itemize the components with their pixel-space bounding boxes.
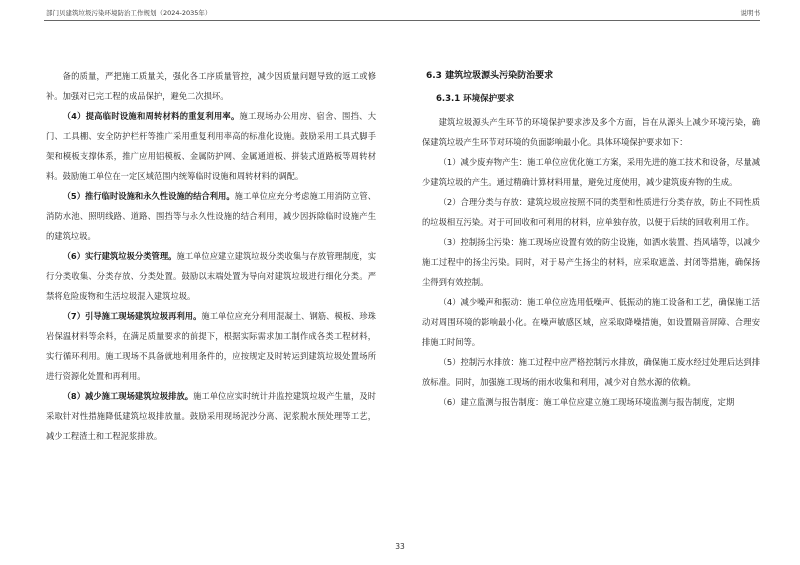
paragraph-heading: （6）实行建筑垃圾分类管理。 [62, 251, 177, 261]
paragraph-text: 施工单位应充分利用混凝土、钢筋、模板、珍珠岩保温材料等余料，在满足质量要求的前提下，根据实际需求加工制作成各类工程材料，实行循环利用。施工现场不具备就地利用条件的，应按规定及时转运到建筑垃圾处置场所进行资源化处置和再利用。 [46, 311, 376, 381]
paragraph [46, 306, 376, 386]
paragraph-heading: （4）提高临时设施和周转材料的重复利用率。 [62, 111, 240, 121]
paragraph [46, 106, 376, 186]
paragraph [46, 386, 376, 446]
paragraph-heading: （7）引导施工现场建筑垃圾再利用。 [62, 311, 202, 321]
paragraph: （5）控制污水排放：施工过程中应严格控制污水排放，确保施工废水经过处理后达到排放标准。同时，加强施工现场的雨水收集和利用，减少对自然水源的依赖。 [422, 357, 760, 387]
page-number: 33 [395, 542, 405, 551]
right-column [422, 66, 760, 412]
subsection-heading: 6.3.1 环境保护要求 [436, 94, 515, 104]
paragraph [46, 246, 376, 306]
paragraph-text: 施工单位应充分考虑施工用消防立管、消防水池、照明线路、道路、围挡等与永久性设施的结合利用，减少因拆除临时设施产生的建筑垃圾。 [46, 191, 376, 241]
paragraph: （1）减少废弃物产生：施工单位应优化施工方案，采用先进的施工技术和设备，尽量减少建筑垃圾的产生。通过精确计算材料用量，避免过度使用，减少建筑废弃物的生成。 [422, 157, 760, 187]
paragraph: 建筑垃圾源头产生环节的环境保护要求涉及多个方面，旨在从源头上减少环境污染，确保建筑垃圾产生环节对环境的负面影响最小化。具体环境保护要求如下： [422, 117, 760, 147]
running-header-section: 说明书 [740, 9, 760, 17]
paragraph-heading: （5）推行临时设施和永久性设施的结合利用。 [62, 191, 235, 201]
running-header-title: 部门贝建筑垃圾污染环境防治工作规划（2024-2035年） [46, 9, 212, 17]
paragraph-text: 施工单位应建立建筑垃圾分类收集与存放管理制度，实行分类收集、分类存放、分类处置。鼓励以末端处置为导向对建筑垃圾进行细化分类。严禁将危险废物和生活垃圾混入建筑垃圾。 [46, 251, 376, 301]
paragraph-heading: （8）减少施工现场建筑垃圾排放。 [62, 391, 194, 401]
section-heading: 6.3 建筑垃圾源头污染防治要求 [426, 71, 554, 81]
header-rule [44, 20, 760, 21]
paragraph [46, 186, 376, 246]
paragraph: （6）建立监测与报告制度：施工单位应建立施工现场环境监测与报告制度，定期 [438, 397, 735, 407]
paragraph: （4）减少噪声和振动：施工单位应选用低噪声、低振动的施工设备和工艺，确保施工活动对周围环境的影响最小化。在噪声敏感区域，应采取降噪措施，如设置隔音屏障、合理安排施工时间等。 [422, 297, 760, 347]
left-column [46, 66, 376, 446]
paragraph-text: 施工单位应实时统计并监控建筑垃圾产生量，及时采取针对性措施降低建筑垃圾排放量。鼓励采用现场泥沙分离、泥浆脱水预处理等工艺，减少工程渣土和工程泥浆排放。 [46, 391, 376, 441]
paragraph: 备的质量，严把施工质量关，强化各工序质量管控，减少因质量问题导致的返工或修补。加强对已完工程的成品保护，避免二次损坏。 [46, 71, 376, 101]
paragraph-text: 施工现场办公用房、宿舍、围挡、大门、工具棚、安全防护栏杆等推广采用重复利用率高的标准化设施。鼓励采用工具式脚手架和模板支撑体系，推广应用铝模板、金属防护网、金属通道板、拼装式道路板等周转材料。鼓励施工单位在一定区域范围内统筹临时设施和周转材料的调配。 [46, 111, 376, 181]
paragraph: （2）合理分类与存放：建筑垃圾应按照不同的类型和性质进行分类存放，防止不同性质的垃圾相互污染。对于可回收和可利用的材料，应单独存放，以便于后续的回收利用工作。 [422, 197, 760, 227]
paragraph: （3）控制扬尘污染：施工现场应设置有效的防尘设施，如洒水装置、挡风墙等，以减少施工过程中的扬尘污染。同时，对于易产生扬尘的材料，应采取遮盖、封闭等措施，确保扬尘得到有效控制。 [422, 237, 760, 287]
